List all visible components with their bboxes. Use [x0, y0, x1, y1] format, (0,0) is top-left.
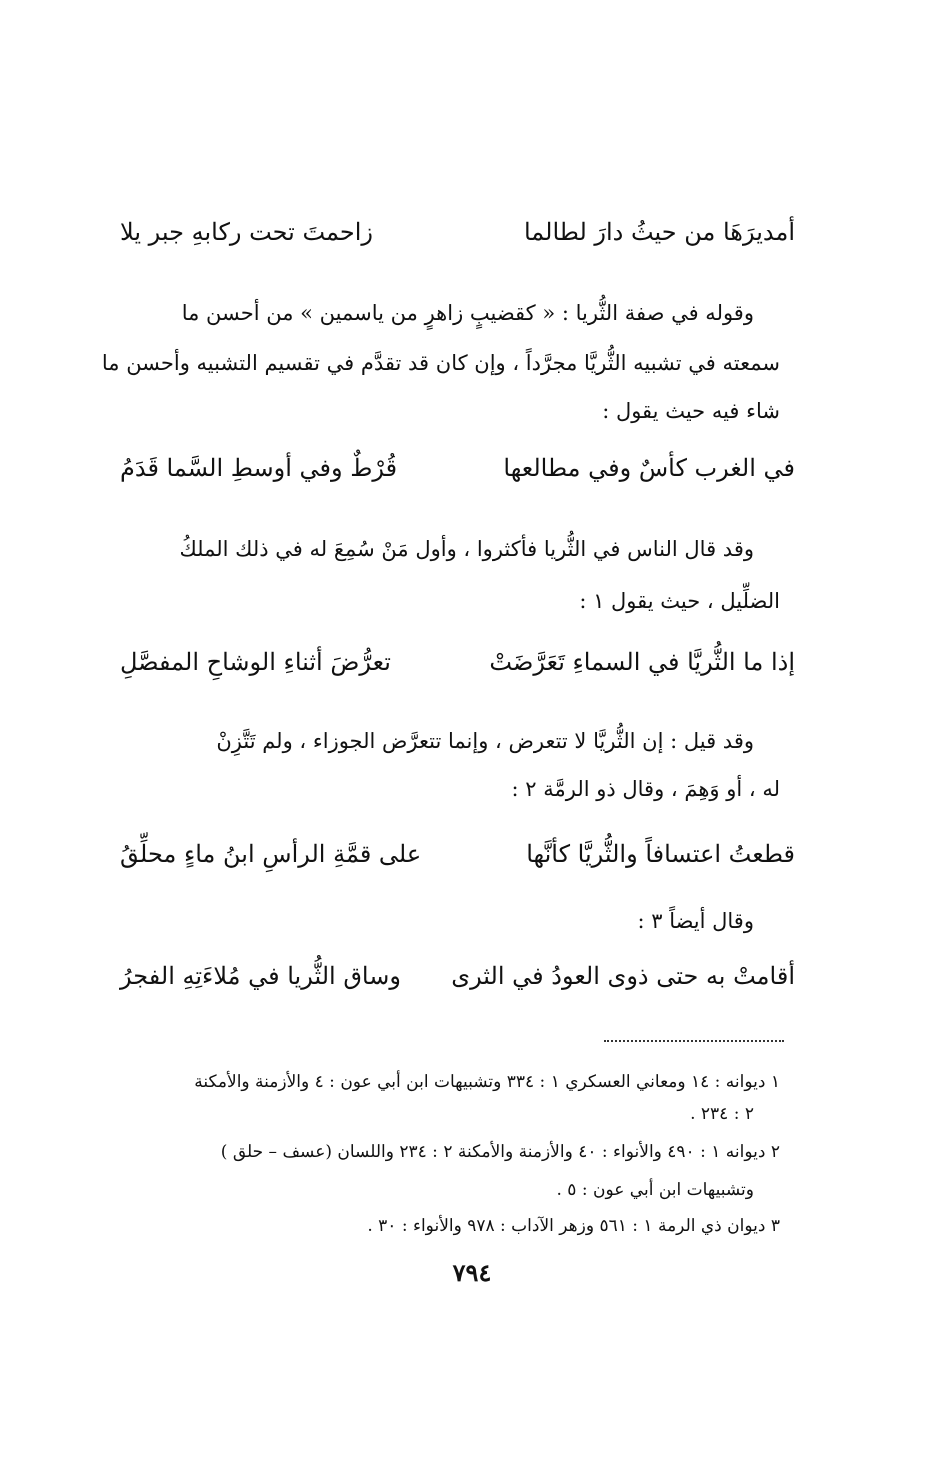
footnote-1-line-1: ١ ديوانه : ١٤ ومعاني العسكري ١ : ٣٣٤ وتشبيهات ابن أبي عون : ٤ والأزمنة والأمكنة: [194, 1072, 780, 1092]
verse-3-second-hemistich: تعرُّضَ أثناءِ الوشاحِ المفصَّلِ: [120, 648, 391, 676]
verse-4-first-hemistich: قطعتُ اعتسافاً والثُّريَّا كأنَّها: [526, 840, 795, 868]
footnote-2-line-1: ٢ ديوانه ١ : ٤٩٠ والأنواء : ٤٠ والأزمنة والأمكنة ٢ : ٢٣٤ واللسان (عسف – حلق ): [220, 1142, 780, 1162]
footnote-1-line-2: ٢ : ٢٣٤ .: [690, 1104, 754, 1124]
paragraph-3-line-2: له ، أو وَهِمَ ، وقال ذو الرمَّة ٢ :: [511, 777, 780, 801]
verse-4-second-hemistich: على قمَّةِ الرأسِ ابنُ ماءٍ محلِّقُ: [120, 840, 422, 868]
footnote-separator: [604, 1040, 784, 1042]
verse-3-first-hemistich: إذا ما الثُّريَّا في السماءِ تَعَرَّضَتْ: [489, 648, 795, 676]
footnote-2-line-2: وتشبيهات ابن أبي عون : ٥ .: [556, 1180, 754, 1200]
verse-4: [120, 836, 795, 876]
verse-5-first-hemistich: أقامتْ به حتى ذوى العودُ في الثرى: [451, 962, 795, 990]
verse-2: [120, 450, 795, 490]
paragraph-2-line-1: وقد قال الناس في الثُّريا فأكثروا ، وأول مَنْ سُمِعَ له في ذلك الملكُ: [179, 537, 754, 561]
paragraph-1-line-2: سمعته في تشبيه الثُّريَّا مجرَّداً ، وإن كان قد تقدَّم في تقسيم التشبيه وأحسن ما: [101, 351, 780, 375]
verse-1-second-hemistich: زاحمتَ تحت ركابهِ جبر يلا: [120, 218, 373, 246]
footnote-3: ٣ ديوان ذي الرمة ١ : ٥٦١ وزهر الآداب : ٩٧٨ والأنواء : ٣٠ .: [367, 1216, 780, 1236]
verse-1-first-hemistich: أمديرَهَا من حيثُ دارَ لطالما: [523, 218, 795, 246]
verse-3: [120, 644, 795, 684]
verse-5-second-hemistich: وساق الثُّريا في مُلاءَتِهِ الفجرُ: [120, 962, 401, 990]
paragraph-4-line-1: وقال أيضاً ٣ :: [637, 909, 754, 933]
paragraph-1-line-1: وقوله في صفة الثُّريا : « كقضيبٍ زاهرٍ من ياسمين » من أحسن ما: [181, 301, 754, 325]
verse-2-second-hemistich: قُرْطٌ وفي أوسطِ السَّما قَدَمُ: [120, 454, 398, 482]
paragraph-3-line-1: وقد قيل : إن الثُّريَّا لا تتعرض ، وإنما تتعرَّض الجوزاء ، ولم تَتَّزِنْ: [216, 729, 754, 753]
paragraph-2-line-2: الضلِّيل ، حيث يقول ١ :: [579, 589, 780, 613]
verse-1: [120, 214, 795, 254]
paragraph-1-line-3: شاء فيه حيث يقول :: [602, 399, 780, 423]
page-number: ٧٩٤: [452, 1258, 492, 1287]
verse-2-first-hemistich: في الغرب كأسٌ وفي مطالعها: [503, 454, 795, 482]
verse-5: [120, 958, 795, 998]
